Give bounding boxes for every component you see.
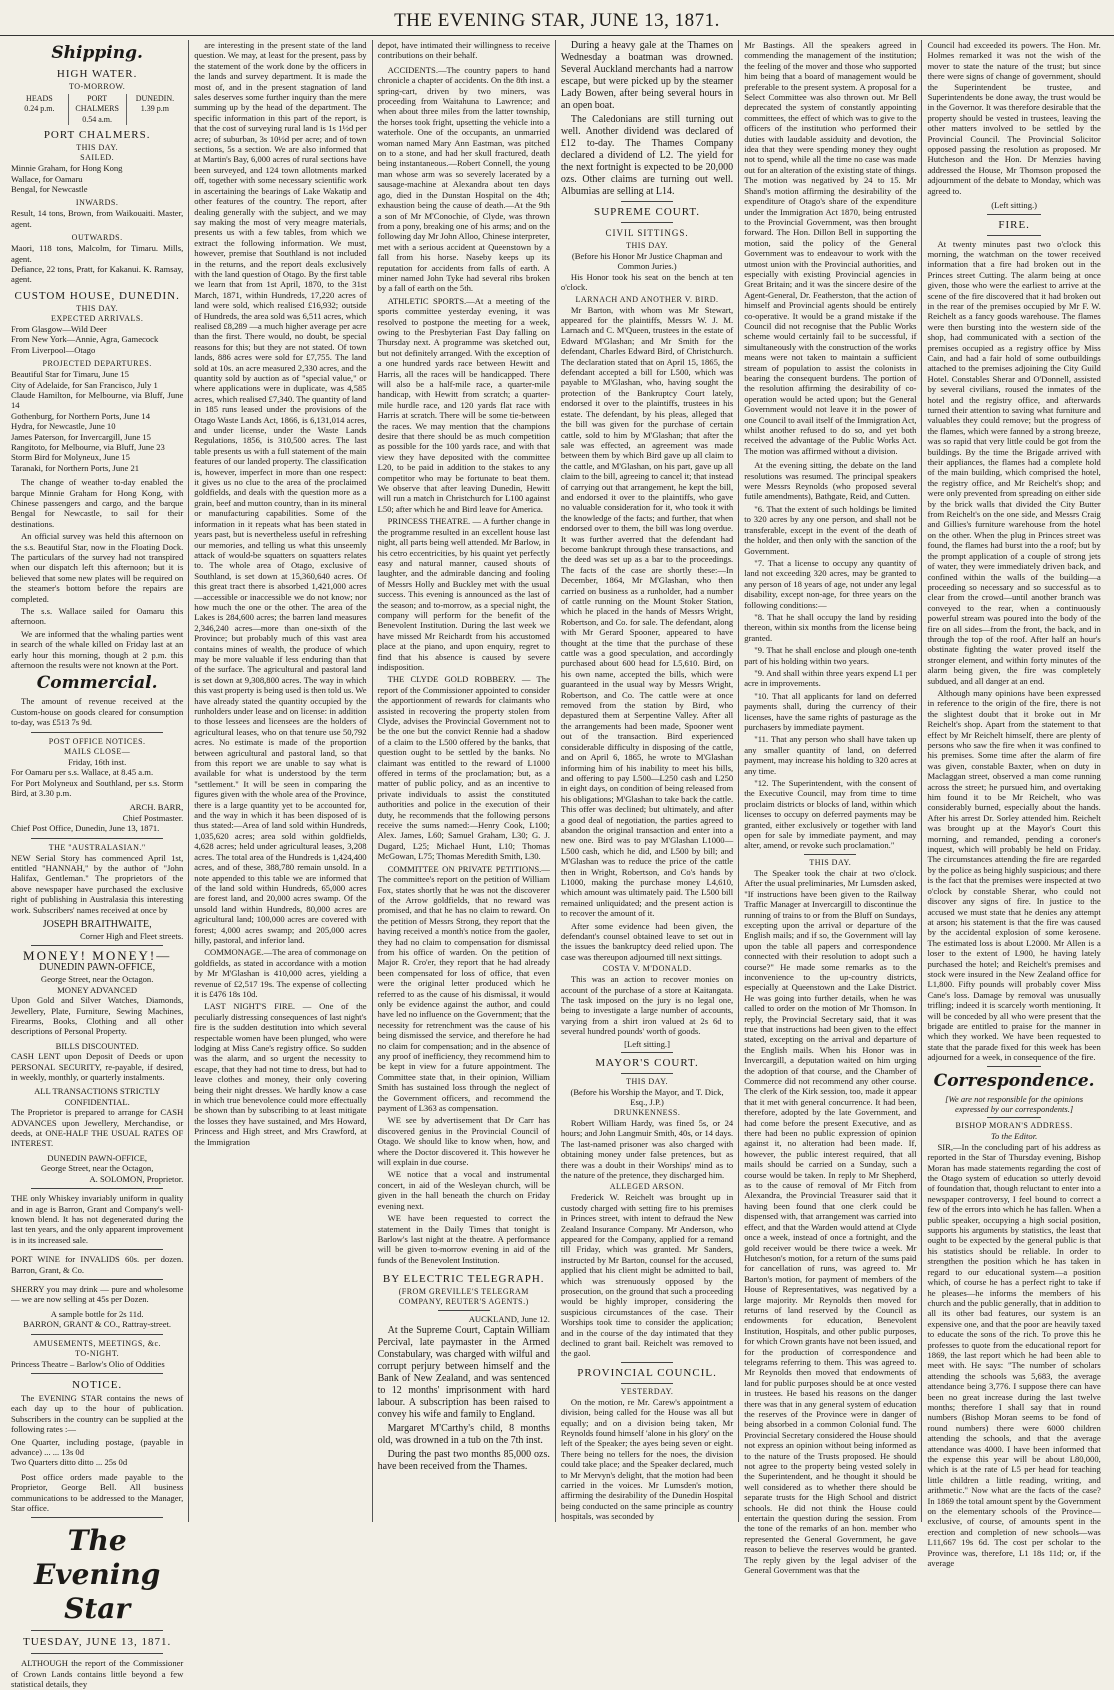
whaling-news: We are informed that the whaling parties went in search of the whale killed on Friday last at an early hour this morning, though at 2 p.m. this afternoon the results were not known at the Port.	[11, 628, 184, 671]
all-transactions: ALL TRANSACTIONS STRICTLY CONFIDENTIAL.	[34, 1086, 161, 1107]
arson-heading: ALLEGED ARSON.	[609, 1182, 685, 1192]
moran-heading: BISHOP MORAN'S ADDRESS.	[955, 1121, 1073, 1131]
masthead-title: THE EVENING STAR, JUNE 13, 1871.	[394, 10, 720, 31]
column-6	[922, 40, 1105, 1569]
postmaster-title: Chief Postmaster.	[122, 812, 184, 823]
fire-text: At twenty minutes past two o'clock this morning, the watchman on the tower received information that a fire had broken out in the Princes street Cutting. The alarm being at once given, those who were the earliest to arrive at the scene of the fire discovered that it had broken out in the rear of the premises occupied by Mr F. W. Reichelt as a fancy goods warehouse. The flames were then bursting into the western side of the shop, had communicated with a section of the premises occupied as a registry office by Miss Cain, and had a fair hold of some outbuildings attached to the premises adjoining the City Guild Hotel. Constables Sherar and O'Donnell, assisted by several civilians, roused the inmates of the hotel and the registry office, and afterwards turned their attention to saving what furniture and valuables they could remove; but the progress of the flames, which were fanned by a strong breeze, was so rapid that very little could be got from the buildings. By the time the Brigade arrived with their appliances, the flames had a complete hold of the main building, which comprised the hotel, the registry office, and Mr Reichelt's shop; and were only prevented from spreading on either side by the brick walls that divided the City Butter from Reichelt's on the one side, and Messrs Craig and Gillies's furniture warehouse from the hotel on the other. When the plug in Princes street was found, the flames had burst into the a roof; but by the prompt application of a couple of strong jets of water, they were immediately driven back, and confined within the walls of the building—a proceeding so necessary and so successful as to clear from the crowd—until another branch was conveyed to the rear, when a continuously powerful stream was poured into the body of the fire on all sides—from the front, the back, and in through the top of the roof. After half an hour's obstinate fighting the water proved itself the stronger element, and within forty minutes of the alarm being given, the fire was completely subdued, and all danger at an end.	[927, 238, 1101, 686]
notice-text: The EVENING STAR contains the news of each day up to the hour of publication. Subscribers in the country can be supplied at the following rates :—	[11, 1392, 184, 1435]
mails-close-label: MAILS CLOSE—	[64, 746, 131, 756]
correspondence-disclaimer: [We are not responsible for the opinions expressed by our correspondents.]	[945, 1093, 1084, 1114]
telegraph-heading: BY ELECTRIC TELEGRAPH.	[382, 1273, 545, 1286]
col5-this-day: THIS DAY.	[809, 857, 852, 867]
po-orders-text: Post office orders made payable to the Proprietor, George Bell. All business communications to be addressed to the Manager, Star office.	[11, 1471, 184, 1514]
divider	[621, 1362, 673, 1363]
today-text: The Speaker took the chair at two o'clock. After the usual preliminaries, Mr Lumsden asked, "If instructions have been given to the Railway Traffic Manager at Invercargill to discontinue the running of trains to or from the Bluff on Sundays, excepting upon the arrival or departure of the English mails; and if so, the Government will lay upon the table all papers and correspondence connected with their resolution to adopt such a course?" He made some remarks as to the inconvenience to the up-country districts, especially at Queenstown and the Lake District. He was going into further details, when he was called to order on the motion of Mr Thomson. In reply, the Provincial Secretary said, that it was true that instructions had been given to the effect stated, excepting on the arrival and departure of the English mails. When his Honor was in Invercargill, a deputation waited on him urging the adoption of that course, and the Chamber of Commerce did not recommend any other course. The clerk of the Kirk session, too, made it appear that it met with general concurrence. It had been, therefore, adopted by the late Government, and had come before the present Executive, and as there had been no public expression of opinion against it, no alteration had been made. If, however, the public interest required, that all mails should be carried on a Sunday, such a course would be taken. In reply to Mr Shepherd, as to the cause of removal of Mr Fitch from Alexandra, the Provincial Treasurer said that it having been found that one clerk could be dispensed with, that arrangement was carried into effect, and that the Warden would attend at Clyde once a week, instead of once a fortnight, and the gold receiver would be there twice a week. Mr Hutcheson's motion, for a return of the sums paid for cancellation of runs, was agreed to. Mr Barton's motion, for payment of members of the House of Representatives, was negatived by a large majority. Mr Reynolds then moved for returns of land reserved by the Council as endowments for education, Benevolent Institution, Hospitals, and other public purposes, for which Crown grants have not been issued, and for the production of correspondence and telegrams referring to them. This was agreed to. Mr Reynolds then moved that endowments of land for public purposes should be at once vested in trustees. He based his reasons on the danger there was that in any general system of education the reserves of the Province were in danger of being absorbed in a common Colonial fund. The Provincial Secretary considered the House should not express an opinion without being informed as to the nature of the Trusts proposed. He should not agree to the property being vested solely in the Superintendent, and he thought it should be well considered as to whether there should be separate trusts for the High School and district schools. He did not think the House could entertain the question during the session. From the tone of the remarks of an hon. member who represented the General Government, he gave reason to believe the reserves would be granted. The reply given by the legal adviser of the General Government was that the	[744, 867, 917, 1576]
port-chalmers-heading: PORT CHALMERS.	[43, 129, 151, 142]
shipping-heading: Shipping.	[51, 43, 143, 63]
left-sitting: [Left sitting.]	[624, 1038, 670, 1049]
divider	[438, 1268, 490, 1269]
tonight-label: TO-NIGHT.	[75, 1348, 120, 1358]
po-dateline: Chief Post Office, Dunedin, June 13, 1871.	[11, 823, 160, 834]
australasian-heading: THE "AUSTRALASIAN."	[48, 842, 146, 852]
telegraph-subheading: (FROM GREVILLE'S TELEGRAM COMPANY, REUTER'S AGENTS.)	[398, 1287, 529, 1307]
princess-item: PRINCESS THEATRE. — A further change in the programme resulted in an excellent house last night, all parts being well attended. Mr Barlow, in his cetro eccentricities, by his quaint yet perfectly easy and natural manner, caused shouts of laughter, and the admirable dancing and fooling of Messrs Holly and Buckley met with the usual success. This evening is announced as the last of the season; and to-morrow, as a special night, the company will perform for the benefit of the Benevolent Institution. During the last week we have missed Mr Reichardt from his accustomed place at the piano, and upon enquiry, regret to find that his absence is caused by severe indisposition.	[377, 516, 550, 672]
cash-text: CASH LENT upon Deposit of Deeds or upon PERSONAL SECURITY, re-payable, if desired, in weekly, monthly, or quarterly instalments.	[11, 1051, 184, 1083]
barron-address: BARRON, GRANT & CO., Rattray-street.	[23, 1319, 172, 1330]
drunk-text: Robert William Hardy, was fined 5s, or 24 hours; and John Langmuir Smith, 40s, or 14 days. The last-named prisoner was also charged with obtaining money under false pretences, but as there was a doubt in their Worships' mind as to the nature of the pretence, they discharged him.	[560, 1117, 734, 1180]
paper-title: The Evening Star	[33, 1524, 161, 1626]
notice-heading: NOTICE.	[72, 1378, 123, 1391]
case1-text: Mr Barton, with whom was Mr Stewart, appeared for the plaintiffs, Messrs W. J. M. Larnach and C. M'Queen, trustees in the estate of Edward M'Glashan; and Mr Smith for the defendant, Charles Edward Bird, of Christchurch. The declaration stated that on April 15, 1865, the defendant accepted a bill for L500, which was payable to M'Glashan, who, having sought the protection of the Bankruptcy Court lately, endorsed it over to the plaintiffs, trustees in his estate. The defendant, by his pleas, alleged that the bill was given for the purchase of certain cattle, sold to him by M'Glashan; that after the sale was effected, an agreement was made between them by which Bird gave up all claim to the cattle, and M'Glashan, on his part, gave up all claim to the bill, agreeing to cancel it; that instead of carrying out that arrangement, he kept the bill, and endorsed it over to the plaintiffs, who gave no valuable consideration for it, who took it with the knowledge of the facts; and further, that when endorsed over to them, the bill was long overdue. It was further averred that the defendant had become bankrupt through these transactions, and the deed was set up as a bar to the proceedings. The facts of the case are shortly these:—In December, 1864, Mr M'Glashan, who then carried on business as a runholder, had a number of cattle running on the Mount Stoker Station, which he placed in the hands of Messrs Wright, Robertson, and Co. for sale. The defendant, along with Mr Gerard Spooner, appeared to have thought at the time that the purchase of these cattle was a good speculation, and accordingly purchased about 600 head for L5,610. Bird, on his own name, accepted the bills, which were guaranteed in the usual way by Messrs Wright, Robertson, and Co. The cattle were at once removed from the station by Bird, who depastured them at Serpentine Valley. After all the arrangements had been made, Spooner went out of the transaction. Bird experienced considerable difficulty in disposing of the cattle, and on April 6, 1865, he wrote to M'Glashan informing him of his inability to meet his bills, and offering to pay L500—L250 cash and L250 in eight days, on condition of being released from his obligations; M'Glashan to take back the cattle. This offer was declined; but ultimately, and after a good deal of negotiation, the parties agreed to abandon the original transaction and enter into a new one. Bird was to pay M'Glashan L1000—L500 cash, which he did, and L500 by bill; and M'Glashan was to reduce the price of the cattle then in Wright, Robertson, and Co's hands by L1000, making the purchase money L4,610, which amount was ultimately paid. The L500 bill remained unliquidated; and the present action is to recover the amount of it.	[560, 304, 734, 919]
resolution-7c: "9. And shall within three years expend L1 per acre in improvements.	[744, 667, 917, 689]
case1-title: LARNACH AND ANOTHER V. BIRD.	[575, 294, 719, 304]
pawn-office-address-2: George Street, near the Octagon,	[40, 1163, 154, 1174]
inwards-text: Result, 14 tons, Brown, from Waikouaiti. Master, agent.	[11, 208, 184, 229]
divider	[987, 1117, 1040, 1118]
correspondence-heading: Correspondence.	[933, 1070, 1095, 1091]
survey-news: An official survey was held this afternoon on the s.s. Beautiful Star, now in the Floating Dock. The particulars of the survey had not transpired when our dispatch left this afternoon; but it is believed that some new plates will be required on the steamer's bottom before the repairs are completed.	[11, 531, 184, 604]
paper-date: TUESDAY, JUNE 13, 1871.	[23, 1636, 172, 1649]
caledonians-text: The Caledonians are still turning out well. Another dividend was declared of £12 to-day. The Thames Company declared a dividend of L2. The yield for the next fortnight is expected to be 20,000 ozs. Other claims are turning out well. Albumias are selling at L14.	[560, 114, 734, 197]
custom-house-heading: CUSTOM HOUSE, DUNEDIN.	[14, 289, 180, 302]
money-heading: MONEY! MONEY!—	[23, 948, 172, 964]
divider	[31, 945, 163, 946]
sample-price: A sample bottle for 2s 11d.	[50, 1308, 144, 1319]
tide-port-chalmers: PORT CHALMERS 0.54 a.m.	[69, 94, 127, 125]
carr-item: WE see by advertisement that Dr Carr has discovered genius in the Provincial Council of Otago. We should like to know when, how, and where the Doctor discovered it. This however he will explain in due course.	[377, 1115, 550, 1168]
divider	[31, 1279, 163, 1280]
divider	[31, 1334, 163, 1335]
provincial-heading: PROVINCIAL COUNCIL.	[577, 1366, 717, 1379]
accidents-item: ACCIDENTS.—The country papers to hand chronicle a chapter of accidents. On the 8th inst. a spring-cart, driven by two miners, was proceeding from Waitahuna to Lawrence; and when about three miles from the latter township, the horses took fright, upsetting the vehicle into a waterhole. One of the occupants, an unmarried woman named Mary Ann Eastman, was pitched on to a stone, and had her skull fractured, death being instantaneous.—Robert Connell, the young man whose arm was so severely lacerated by a sausage-machine at Alexandra about ten days ago, died in the Dunstan Hospital on the 4th; exhaustion being the cause of death.—At the 9th a son of Mr M'Conochie, of Clyde, was thrown from a pony, breaking one of his arms; and on the following day Mr John Alloo, Chinese interpreter, met with a serious accident at Queenstown by a fall from his horse. Naseby keeps up its reputation for accidents from falls of earth. A miner named John Tyke had several ribs broken by a fall of earth on the 5th.	[377, 64, 550, 294]
this-day-label: THIS DAY.	[76, 143, 119, 153]
supreme-court-heading: SUPREME COURT.	[594, 206, 701, 218]
fire-note-item: LAST NIGHT'S FIRE. — One of the peculiarly distressing consequences of last night's fire is the sudden destitution into which several respectable women have been plunged, who were lodging at Miss Cane's registry office. So sudden was the alarm, and so urgent the necessity to escape, that they had not time to dress, but had to leave clothes and money, their only covering being their night dresses. We hardly know a case in which true benevolence could more effectually be shown than by subscribing to at least mitigate the losses they have sustained, and Mrs Howard, Princess and High street, and Mrs Crawford, at the Immigration	[194, 1001, 367, 1147]
drowned-text: Margaret M'Carthy's child, 8 months old, was drowned in a tub on the 7th inst.	[377, 1422, 550, 1446]
masthead	[0, 8, 1114, 36]
divider	[621, 222, 673, 223]
theatre-listing: Princess Theatre – Barlow's Olio of Oddities	[11, 1358, 165, 1369]
mail-text: For Oamaru per s.s. Wallace, at 8.45 a.m. For Port Molyneux and Southland, per s.s. Storm Bird, at 3.30 p.m.	[11, 767, 184, 798]
committee-item: COMMITTEE ON PRIVATE PETITIONS.—The committee's report on the petition of William Fox, states shortly that he was not the discoverer of the Arrow goldfields, that no reward was promised, and that he has no claim to reward. On the petition of Messrs Strong, they report that the having received a month's notice from the gaoler, they had no claim to compensation for dismissal from his office of warden. On the petition of Major R. Cro'er, they report that he had already been compensated for loss of office, that even were the original letter produced which he referred to as the cause of his dismissal, it would only be evidence against the author, and could have led no influence on the Government; that the necessity for retrenchment was the cause of his being dismissed the service, and therefore he had no claim for compensation; and in the absence of any proof of inefficiency, they recommend him to be kept in view for a future appointment. The Committee state that, in their opinion, William Smith has sustained loss through the neglect of the Government officers, and recommend the payment of L363 as compensation.	[377, 863, 550, 1114]
drunkenness-heading: DRUNKENNESS.	[613, 1107, 681, 1117]
auckland-dateline: AUCKLAND, June 12.	[468, 1314, 550, 1325]
tomorrow-label: TO-MORROW.	[68, 82, 126, 91]
divider	[987, 214, 1040, 215]
tide-table	[11, 94, 183, 125]
sailed-list: Minnie Graham, for Hong Kong Wallace, for Oamaru Bengal, for Newcastle	[11, 163, 123, 195]
divider	[621, 1383, 673, 1384]
divider	[31, 1653, 163, 1654]
money-text: Upon Gold and Silver Watches, Diamonds, Jewellery, Plate, Furniture, Sewing Machines, Firearms, Books, Clothing and all other descriptions of Personal Property.	[11, 995, 184, 1037]
divider	[438, 1310, 490, 1311]
mayors-before: (Before his Worship the Mayor, and T. Dick, Esq., J.P.)	[570, 1087, 724, 1108]
commonage-item: COMMONAGE.—The area of commonage on goldfields, as stated in accordance with a motion by Mr M'Glashan is 410,000 acres, yielding a revenue of £2,517 19s. The expense of collecting it is £476 18s 10d.	[194, 947, 367, 999]
case2-text: This was an action to recover monies on account of the purchase of a store at Kaitangata. The task imposed on the jury is no legal one, being to investigate a large number of accounts, varying from a shirt iron valued at 2s 6d to several hundred pounds' worth of goods.	[560, 974, 734, 1037]
sailed-label: SAILED.	[80, 153, 115, 163]
post-office-heading: POST OFFICE NOTICES.	[48, 736, 146, 746]
to-editor: To the Editor.	[991, 1131, 1038, 1142]
case1-end: After some evidence had been given, the defendant's counsel obtained leave to set out in the issues the bankruptcy deed relied upon. The case was thereupon adjourned till next sittings.	[560, 920, 734, 962]
depot-text: depot, have intimated their willingness to receive contributions on their behalf.	[377, 40, 550, 61]
fire-heading: FIRE.	[998, 218, 1030, 231]
divider	[31, 1630, 163, 1631]
moran-text: SIR,—In the concluding part of his address as reported in the Star of Thursday evening, Bishop Moran has made statements regarding the cost of the Otago system of education so utterly devoid of foundation that, though reluctant to enter into a newspaper controversy, I feel bound to correct a few of the errors into which he has fallen. When a public speaker, occupying a high social position, supports his arguments by statistics, the least that ought to be expected by the general public is that his statistics should be reliable. In order to strengthen the position which he has taken in regard to our educational system—a position which, of course he has a perfect right to take if he pleases—he informs the members of his church and the public generally, that in addition to all its other bad features, our system is an expensive one, and that the poor are heavily taxed to educate the sons of the rich. To prove this he professes to quote from the educational report for 1869, the last report which he had been able to meet with. He says: "The number of scholars attending the schools was 5,683, the average attendance being 3,776. I suppose there can have been no great increase during the last twelve months; therefore I shall say that in round numbers (Bishop Moran seems to be fond of round numbers) there were 6000 children attending the schools, and that the average attendance was 4000. I have been informed that the expense this year will be about L80,000, which is at the rate of L5 per head for teaching little children a little reading, writing, and arithmetic." Now what are the facts of the case? In 1869 the total amount spent by the Government on the elementary schools of the Province—exclusive, of course, of amounts spent in the erection and completion of new schools—was L11,667 19s 6d. The cost per scholar to the Province was, therefore, L1 18s 11d; or, if the average	[927, 1141, 1101, 1569]
port-wine-ad: PORT WINE for INVALIDS 60s. per dozen. Barron, Grant, & Co.	[11, 1254, 184, 1275]
divider	[804, 854, 856, 855]
tide-heads: HEADS 0.24 p.m.	[11, 94, 69, 125]
expected-list: From Glasgow—Wild Deer From New York—Annie, Agra, Gamecock From Liverpool—Otago	[11, 323, 159, 355]
column-4	[556, 40, 739, 1522]
divider	[621, 1073, 673, 1074]
custom-this-day: THIS DAY.	[76, 303, 119, 313]
proprietor-text: The Proprietor is prepared to arrange for CASH ADVANCES upon Jewellery, Merchandise, or deeds, at ONE-HALF THE USUAL RATES OF INTEREST.	[11, 1107, 184, 1149]
resolution-10: "10. That all applicants for land on deferred payments shall, during the currency of their licenses, have the same rights of pasturage as the purchasers by immediate payment.	[744, 690, 917, 732]
whisky-ad: THE only Whiskey invariably uniform in quality and in age is Barron, Grant and Company's well-known blend. It has not degenerated during the last ten years, and the only apparent improvement is in its increased sale.	[11, 1193, 184, 1245]
case2-title: COSTA V. M'DONALD.	[602, 964, 692, 974]
bastings-text: Mr Bastings. All the speakers agreed in commending the management of the institution; the feeling of the mover and those who supported him being that a board of management would be preferable to the present system. A proposal for a Select Committee was also thrown out. Mr Bell deprecated the system of constantly appointing committees, the effect of which was to give to the officers of the institution who performed their duties with laudable assiduity and devotion, the idea that they were spending money they ought not to spend, while all the time no case was made out for an alteration of the existing state of things. The motion was negatived by 24 to 15. Mr Shand's motion affirming the desirability of the expenditure of Otago's share of the expenditure under the Immigration Act 1870, being entrusted to the Provincial Government, was then brought forward. The Hon. Dillon Bell in supporting the motion, said the policy of the General Government was to endeavour to work with the utmost union with the Provincial authorities, and especially with existing Provincial agencies in Great Britain; and it was the sincere desire of the Agent-General, Dr. Featherston, that the action of himself and Provincial agents should be entirely co-operative. It would be a grand mistake if the Council did not recognise that the Public Works scheme would certainly fail to be successful, if simultaneously with the construction of the works means were not taken to maintain a sufficient stream of population to assist the colonists in bearing the consequent burdens. The portion of the resolution affirming the desirability of co-operation would be acted upon; but the General Government would not leave it in the power of one Council to avail itself of the Immigration Act, whilst another refused to do so, and yet both received the advantage of the Public Works Act. The motion was affirmed without a division.	[744, 40, 917, 456]
resolution-7b: "9. That he shall enclose and plough one-tenth part of his holding within two years.	[744, 645, 917, 666]
resolution-11: "11. That any person who shall have taken up any smaller quantity of land, on deferred payment, may increase his holding to 320 acres at any time.	[744, 734, 917, 776]
pawn-office-name: DUNEDIN PAWN-OFFICE,	[39, 962, 156, 974]
honor-text: His Honor took his seat on the bench at ten o'clock.	[560, 271, 734, 293]
divider	[987, 235, 1040, 236]
outwards-label: OUTWARDS.	[71, 233, 123, 243]
resolution-12: "12. The Superintendent, with the consent of the Executive Council, may from time to time proclaim districts or blocks of land, within which licenses to occupy on deferred payments may be granted, either exclusively or together with land open for sale by immediate payment, and may alter, amend, or revoke such proclamation."	[744, 778, 917, 851]
column-3	[373, 40, 556, 1522]
projected-label: PROJECTED DEPARTURES.	[42, 359, 152, 369]
outwards-text: Maori, 118 tons, Malcolm, for Timaru. Mills, agent. Defiance, 22 tons, Pratt, for Kakanui. K. Ramsay, agent.	[11, 243, 184, 285]
provincial-text: On the motion, re Mr. Carew's appointment a division, being called for the House was all but equally; and on a division being taken, Mr Reynolds found himself 'alone in his glory' on the left of the Speaker; the ayes being seven or eight. There being no tellers for the noes, the division could take place; and the Speaker declared, much to Mr Mervyn's delight, that the motion had been carried in the voices. Mr Lumsden's motion, affirming the desirability of the Dunedin Hospital being conducted on the same principle as country hospitals, was seconded by	[560, 1396, 734, 1522]
wallace-news: The s.s. Wallace sailed for Oamaru this afternoon.	[11, 606, 184, 627]
bills-discounted: BILLS DISCOUNTED.	[55, 1040, 139, 1051]
gold-text: During the past two months 85,000 ozs. have been received from the Thames.	[377, 1448, 550, 1472]
divider	[31, 732, 163, 733]
council-text: Council had exceeded its powers. The Hon. Mr. Holmes remarked it was not the wish of the mover to state the nature of the trust; but since there were signs of change of government, should the Superintendent be trustee, and Superintendents be done away, the trust would be in the Governor. It was therefore desirable that the property should be vested in trustees, leaving the other matters involved to be settled by the Provincial Council. The Provincial Solicitor opposed passing the resolution as proposed. Mr Hutcheson and the Hon. Dr Menzies having addressed the House, Mr Thomson proposed the adjournment of the debate to Monday, which was agreed to.	[927, 40, 1101, 196]
australasian-text: NEW Serial Story has commenced April 1st, entitled "HANNAH," by the author of "John Halifax, Gentleman." The proprietors of the above newspaper have purchased the exclusive right of publishing in Australasia this interesting work. Subscribers' names received at once by	[11, 852, 184, 915]
divider	[31, 1373, 163, 1374]
mayors-court-heading: MAYOR'S COURT.	[595, 1057, 699, 1070]
braithwaite-address: Corner High and Fleet streets.	[79, 930, 184, 941]
divider	[31, 1188, 163, 1189]
clyde-item: THE CLYDE GOLD ROBBERY. — The report of the Commissioner appointed to consider the apportionment of rewards for claimants who assisted in recovering the property stolen from Clyde, advises the Provincial Government not to be the one but the convict Rennie had a shadow of a claim to the L500 offered by the banks, that question ought to be settled by the banks. No claimant was entitled to the reward of L1000 offered in terms of the proclamation; but, as a matter of public policy, and as an incentive to private individuals to assist the constituted authorities and police in the execution of their duty, he recommends that the following persons receive the sums named:—Henry Cook, L100; Alex. James, L60; Samuel Graham, L30; G. J. Dugard, L25; Michael Hunt, L10; Thomas McGowan, L75; Thomas Meredith Smith, L30.	[377, 674, 550, 862]
barlow-item: WE have been requested to correct the statement in the Daily Times that tonight is Barlow's last night at the theatre. A performance will be given to-morrow evening in aid of the funds of the Benevolent Institution.	[377, 1213, 550, 1265]
divider	[31, 1517, 163, 1518]
sherry-ad: SHERRY you may drink — pure and wholesome — we are now selling at 45s per Dozen.	[11, 1283, 184, 1305]
column-5	[739, 40, 922, 1576]
supreme-before: (Before his Honor Mr Justice Chapman and Common Juries.)	[571, 251, 723, 272]
divider	[31, 1249, 163, 1250]
evening-sitting: At the evening sitting, the debate on the land resolutions was resumed. The principal speakers were Messrs Reynolds (who proposed several futile amendments), Bathgate, Reid, and Cutten.	[744, 460, 917, 502]
high-water-heading: HIGH WATER.	[56, 68, 138, 80]
divider	[621, 201, 673, 202]
resolution-7: "7. That a license to occupy any quantity of land not exceeding 320 acres, may be granted to any person of 18 years of age, not under any legal disability, except non-age, for three years on the following conditions:—	[744, 557, 917, 610]
commercial-text: The amount of revenue received at the Custom-house on goods cleared for consumption to-day, was £513 7s 9d.	[11, 696, 184, 728]
civil-sittings-heading: CIVIL SITTINGS.	[605, 228, 689, 238]
resolution-6: "6. That the extent of such holdings be limited to 320 acres by any one person, and shall not be transferable, except in the event of the death of the holder, and then only with the sanction of the Government.	[744, 503, 917, 556]
projected-list: Beautiful Star for Timaru, June 15 City of Adelaide, for San Francisco, July 1 Claude Hamilton, for Melbourne, via Bluff, June 14 Gothenburg, for Northern Ports, June 14 Hydra, for Newcastle, June 10 James Paterson, for Invercargill, June 15 Rangitoto, for Melbourne, via Bluff, June 23 Storm Bird for Molyneux, June 15 Taranaki, for Northern Ports, June 21	[11, 369, 184, 473]
supreme-this-day: THIS DAY.	[626, 241, 668, 250]
rate-two-quarters: Two Quarters ditto ditto ... 25s 0d	[11, 1457, 128, 1468]
column-2	[189, 40, 372, 1522]
fire-text-2: Although many opinions have been expressed in reference to the origin of the fire, there is not the slightest doubt that it broke out in Mr Reichelt's shop. Apart from the statement to that effect by Mr Reichelt himself, there are plenty of persons who saw the fire when it was confined to his premises. Some time after the alarm of fire was given, constable Baxter, when on duty in Maclaggan street, observed a man come running across the street; he pursued him, and overtaking him found it to be Mr Reichelt, who was considerably burned, especially about the hands. After his arrest Dr. Sorley attended him. Reichelt was brought up at the Mayor's Court this morning, and remanded, pending a coroner's inquest, which will probably be held on Friday. The circumstances attending the fire are regarded by the police as being highly suspicious; and there is the fact that the premises were inspected at two o'clock by constable Sherar, who could not discover any signs of fire. In justice to the accused we must state that he denies any attempt at arson; his statement is that the fire was caused by the accidental explosion of some kerosene. The estimated loss is about L2000. Mr Allen is a loser to the extent of L900, he having lately purchased the hotel; and Reichelt's premises and stock were insured in the New Zealand office for L1,800. Fifty pounds will probably cover Miss Cane's loss. Damage by removal was unusually trifling; indeed it is scarcely worth mentioning. It will be conceded by all who were present that the brigade are entitled to praise for the manner in which they worked. We have been requested to state that the parade fixed for this week has been adjourned for a week, in consequence of the fire.	[927, 687, 1101, 1063]
braithwaite-name: JOSEPH BRAITHWAITE,	[42, 918, 152, 930]
gale-text: During a heavy gale at the Thames on Wednesday a boatman was drowned. Several Auckland merchants had a narrow escape, but were picked up by the steamer Lady Bowen, after being several hours in an open boat.	[560, 40, 734, 111]
divider	[31, 838, 163, 839]
pawn-office-name-2: DUNEDIN PAWN-OFFICE,	[47, 1152, 148, 1163]
col6-left-sitting: (Left sitting.)	[991, 200, 1038, 211]
athletic-item: ATHLETIC SPORTS.—At a meeting of the sports committee yesterday evening, it was resolved to postpone the meeting for a week, owing to the Presbyterian Fast Day falling on Thursday next. A programme was sketched out, but not definitely arranged. With the exception of a one hundred yards race between Hewitt and Harris, all the races will be handicapped. There will also be a half-mile race, a quarter-mile handicap, with Hewitt from scratch; a quarter-mile hurdle race, and 120 yards flat race with Harris at scratch. There will be some tie-between the races. We may mention that the champions desire that there should be as much competition as possible for the 100 yards race, and with that view they have deposited with the committee L20, to be paid in addition to the stakes to any competitor who may be fortunate to beat them. We observe that after leaving Dunedin, Hewitt will run a match in Christchurch for L100 against L50; after which he and Bird leave for America.	[377, 295, 550, 514]
leader-start: ALTHOUGH the report of the Commissioner of Crown Lands contains little beyond a few statistical details, they	[11, 1658, 184, 1690]
concert-item: WE notice that a vocal and instrumental concert, in aid of the Wesleyan church, will be given in the hall beneath the church on Friday evening next.	[377, 1169, 550, 1211]
commercial-heading: Commercial.	[36, 673, 158, 694]
pawn-office-address: George Street, near the Octagon.	[40, 974, 154, 985]
resolution-7a: "8. That he shall occupy the land by residing thereon, within six months from the license being granted.	[744, 611, 917, 643]
newspaper-columns	[6, 40, 1106, 1690]
expected-label: EXPECTED ARRIVALS.	[50, 313, 144, 323]
column-1	[6, 40, 189, 1690]
divider	[987, 1066, 1040, 1067]
amusements-heading: AMUSEMENTS, MEETINGS, &c.	[33, 1338, 162, 1348]
crown-lands-article: are interesting in the present state of the land question. We may, at least for the present, pass by the statement of the work done by the officers in the lands and survey department. It is made the most of, and in the present stagnation of land sales deserves some further inquiry than the mere summing up by the head of the department. The specific information in this part of the report, is that the cost of surveying rural land is 1s 1½d per acre; of suburban, 3s 10½d per acre; and of town sections, 5s a section. We are also informed that at Martin's Bay, 6,000 acres of rural sections have been surveyed, and 124 town allotments marked off, together with some necessary scientific work in ascertaining the bearings of Lake Wakatip and other features of the country. The report, after dealing generally with the subject, and we may say making the most of very meagre materials, presents us with a few tables, from which we extract the following information. We must, however, premise that Southland is not included in the returns, and the report deals exclusively with the land question of Otago. By the first table we learn that from 1st April, 1870, to the 31st March, 1871, within Hundreds, 17,220 acres of land were sold, which realised £16,932; outside of Hundreds, the area sold was 6,511 acres, which realised £8,289 —a much higher average per acre than the first. There would, no doubt, be special reasons for this; but they are not stated. Of town lands, 886 acres were sold for £7,755. The land sold at 10s. an acre measured 2,330 acres, and the quantity sold by auction as of "special value," or where applications were in duplicate, was 4,585 acres, which realised £7,340. The quantity of land in 185 runs leased under the provisions of the Otago Waste Lands Act, 1866, is 6,131,014 acres, and under license, under the Waste Lands Regulations, 1856, is 310,500 acres. The last table presents us with a full statement of the main features of our landed property. The classification is, however, imperfect in more than one respect: it gives us no clue to the area of the proclaimed goldfields, and deals with the question more as a grain, beef and mutton country, than in its mineral or manufacturing capabilities. Some of the information in it repeats what has been stated in years past, but is nevertheless useful in refreshing our memories, and telling us what this unseemly attack of would-be squatters on squatters relates to. The whole area of Otago, exclusive of Southland, is set down at 15,360,640 acres. Of this great tract there is absorbed 1,421,000 acres—accessible or inaccessible we do not know; nor how much the one or the other. The area of the Lakes is 284,600 acres; the barren land measures 2,346,240 acres—more than one-sixth of the Province; but probably much of this vast area contains mines of wealth, the produce of which may be more valuable if less enduring than that of the surface. The agricultural and pastoral land is set down at 9,308,800 acres. The way in which this vast property is being used is then told us. We have already stated the quantity occupied by the runholders under lease and on license: in addition to those lessees and licensees are the holders of agricultural leases, who on that tenure use 50,792 acres. No estimate is made of the proportion between agricultural and pastoral land, so that from this report we are unable to say what is available for what is understood by the term "settlement." It will be seen in comparing the figures given with the whole area of the Province, there is a large quantity yet to be accounted for, and the way in which it has been disposed of is thus stated:—Area of land sold within Hundreds, 1,035,620 acres; area sold within goldfields, 4,628 acres; held under agricultural leases, 3,208 acres. The total area of the Hundreds is 1,424,400 acres, and of these, 388,780 remain unsold. In a note appended to this table we are informed that of the land sold within Hundreds, 65,000 acres are forest land, and 20,000 acres swamp. Of the unsold land within Hundreds, 80,000 acres are agricultural land; 100,000 acres are covered with forest; 4,000 acres swamp; and 205,000 acres hilly, pastoral, and inferior land.	[194, 40, 367, 945]
divider	[621, 1052, 673, 1053]
tide-dunedin: DUNEDIN. 1.39 p.m	[135, 94, 175, 114]
mayors-this-day: THIS DAY.	[626, 1077, 668, 1087]
mail-day: Friday, 16th inst.	[68, 756, 127, 767]
auckland-text: At the Supreme Court, Captain William Percival, late paymaster in the Armed Constabulary, was charged with wilful and corrupt perjury between himself and the Bank of New Zealand, and was sentenced to 12 months' imprisonment with hard labour. A subscription has been raised to convey his wife and family to England.	[377, 1324, 550, 1420]
money-advanced: MONEY ADVANCED	[57, 984, 138, 995]
rate-one-quarter: One Quarter, including postage, (payable in advance) ... ... 13s 0d	[11, 1436, 184, 1457]
postmaster-name: ARCH. BARR,	[129, 802, 184, 813]
yesterday-label: YESTERDAY.	[620, 1386, 674, 1396]
inwards-label: INWARDS.	[75, 198, 119, 208]
solomon-proprietor: A. SOLOMON, Proprietor.	[89, 1173, 184, 1184]
shipping-news: The change of weather to-day enabled the barque Minnie Graham for Hong Kong, with Chinese passengers and cargo, and the barque Bengal for Newcastle, to sail for their destinations.	[11, 477, 184, 529]
arson-text: Frederick W. Reichelt was brought up in custody charged with setting fire to his premises in Princes street, with intent to defraud the New Zealand Insurance Company. Mr Anderson, who appeared for the Company, applied for a remand till Friday, which was granted. Mr Sanders, instructed by Mr Barton, counsel for the accused, applied that his client might be admitted to bail, which was strenuously opposed by the prosecution, on the ground that such a proceeding would be highly improper, considering the suspicious circumstances of the case. Their Worships took time to consider the application; and in the course of the day intimated that they declined to grant bail. Reichelt was removed to the gaol.	[560, 1192, 734, 1359]
